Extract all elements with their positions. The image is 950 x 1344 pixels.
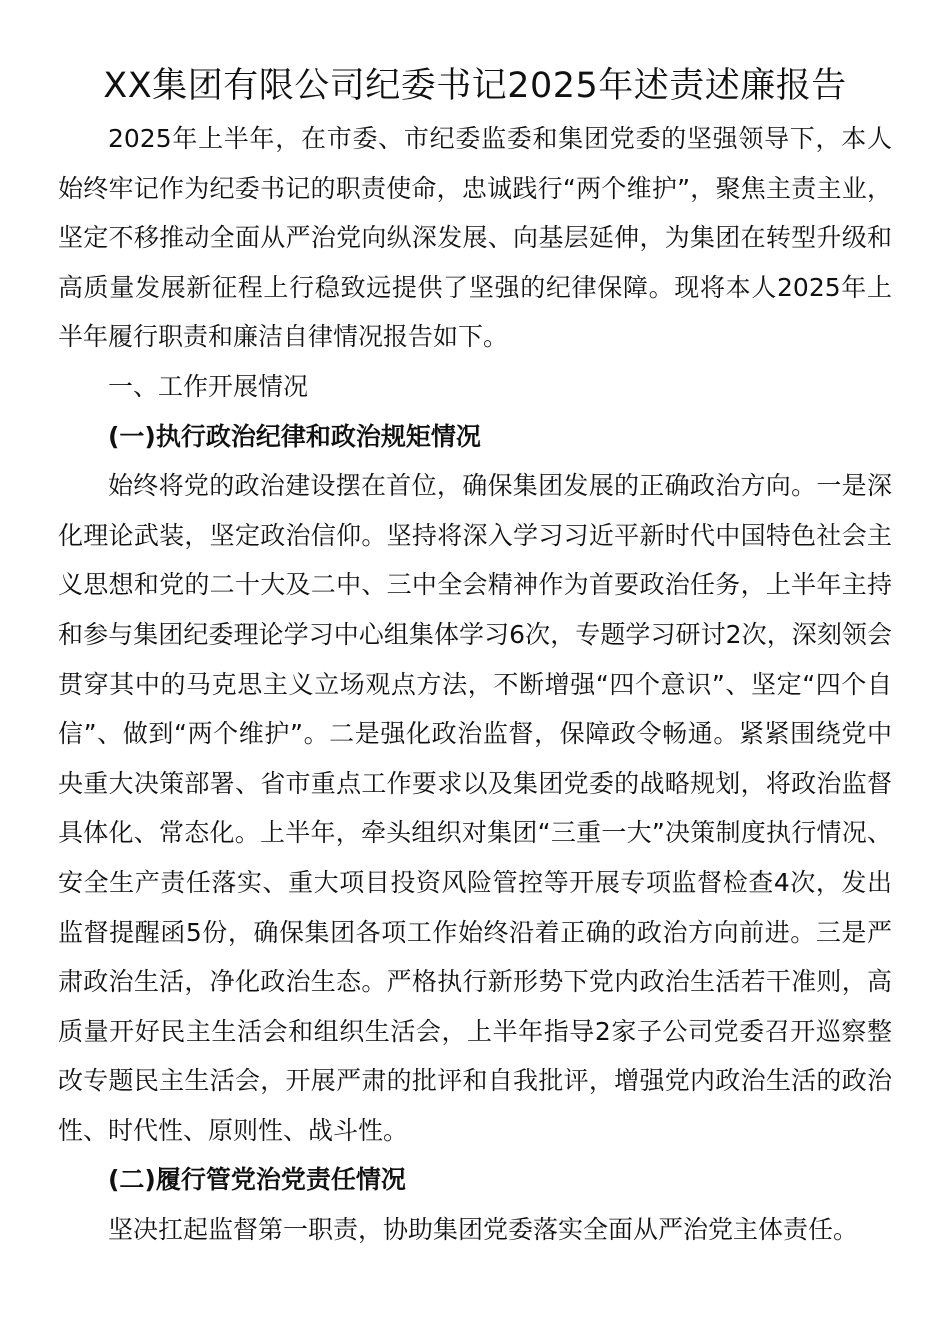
intro-paragraph: 2025年上半年，在市委、市纪委监委和集团党委的坚强领导下，本人始终牢记作为纪委书记的职责使命，忠诚践行“两个维护”，聚焦主责主业，坚定不移推动全面从严治党向纵深发展、向基层延伸，为集团在转型升级和高质量发展新征程上行稳致远提供了坚强的纪律保障。现将本人2025年上半年履行职责和廉洁自律情况报告如下。 bbox=[58, 124, 892, 352]
section-heading-work-status: 一、工作开展情况 bbox=[108, 371, 309, 401]
party-governance-paragraph: 坚决扛起监督第一职责，协助集团党委落实全面从严治党主体责任。 bbox=[108, 1215, 859, 1245]
political-discipline-paragraph: 始终将党的政治建设摆在首位，确保集团发展的正确政治方向。一是深化理论武装，坚定政治信仰。坚持将深入学习习近平新时代中国特色社会主义思想和党的二十大及二中、三中全会精神作为首要政治任务，上半年主持和参与集团纪委理论学习中心组集体学习6次，专题学习研讨2次，深刻领会贯穿其中的马克思主义立场观点方法，不断增强“四个意识”、坚定“四个自信”、做到“两个维护”。二是强化政治监督，保障政令畅通。紧紧围绕党中央重大决策部署、省市重点工作要求以及集团党委的战略规划，将政治监督具体化、常态化。上半年，牵头组织对集团“三重一大”决策制度执行情况、安全生产责任落实、重大项目投资风险管控等开展专项监督检查4次，发出监督提醒函5份，确保集团各项工作始终沿着正确的政治方向前进。三是严肃政治生活，净化政治生态。严格执行新形势下党内政治生活若干准则，高质量开好民主生活会和组织生活会，上半年指导2家子公司党委召开巡察整改专题民主生活会，开展严肃的批评和自我批评，增强党内政治生活的政治性、时代性、原则性、战斗性。 bbox=[58, 471, 892, 1145]
document-title: XX集团有限公司纪委书记2025年述责述廉报告 bbox=[103, 66, 847, 106]
subsection-heading-political-discipline: (一)执行政治纪律和政治规矩情况 bbox=[108, 421, 481, 451]
document-body bbox=[58, 114, 892, 1255]
subsection-heading-party-governance: (二)履行管党治党责任情况 bbox=[108, 1165, 406, 1195]
